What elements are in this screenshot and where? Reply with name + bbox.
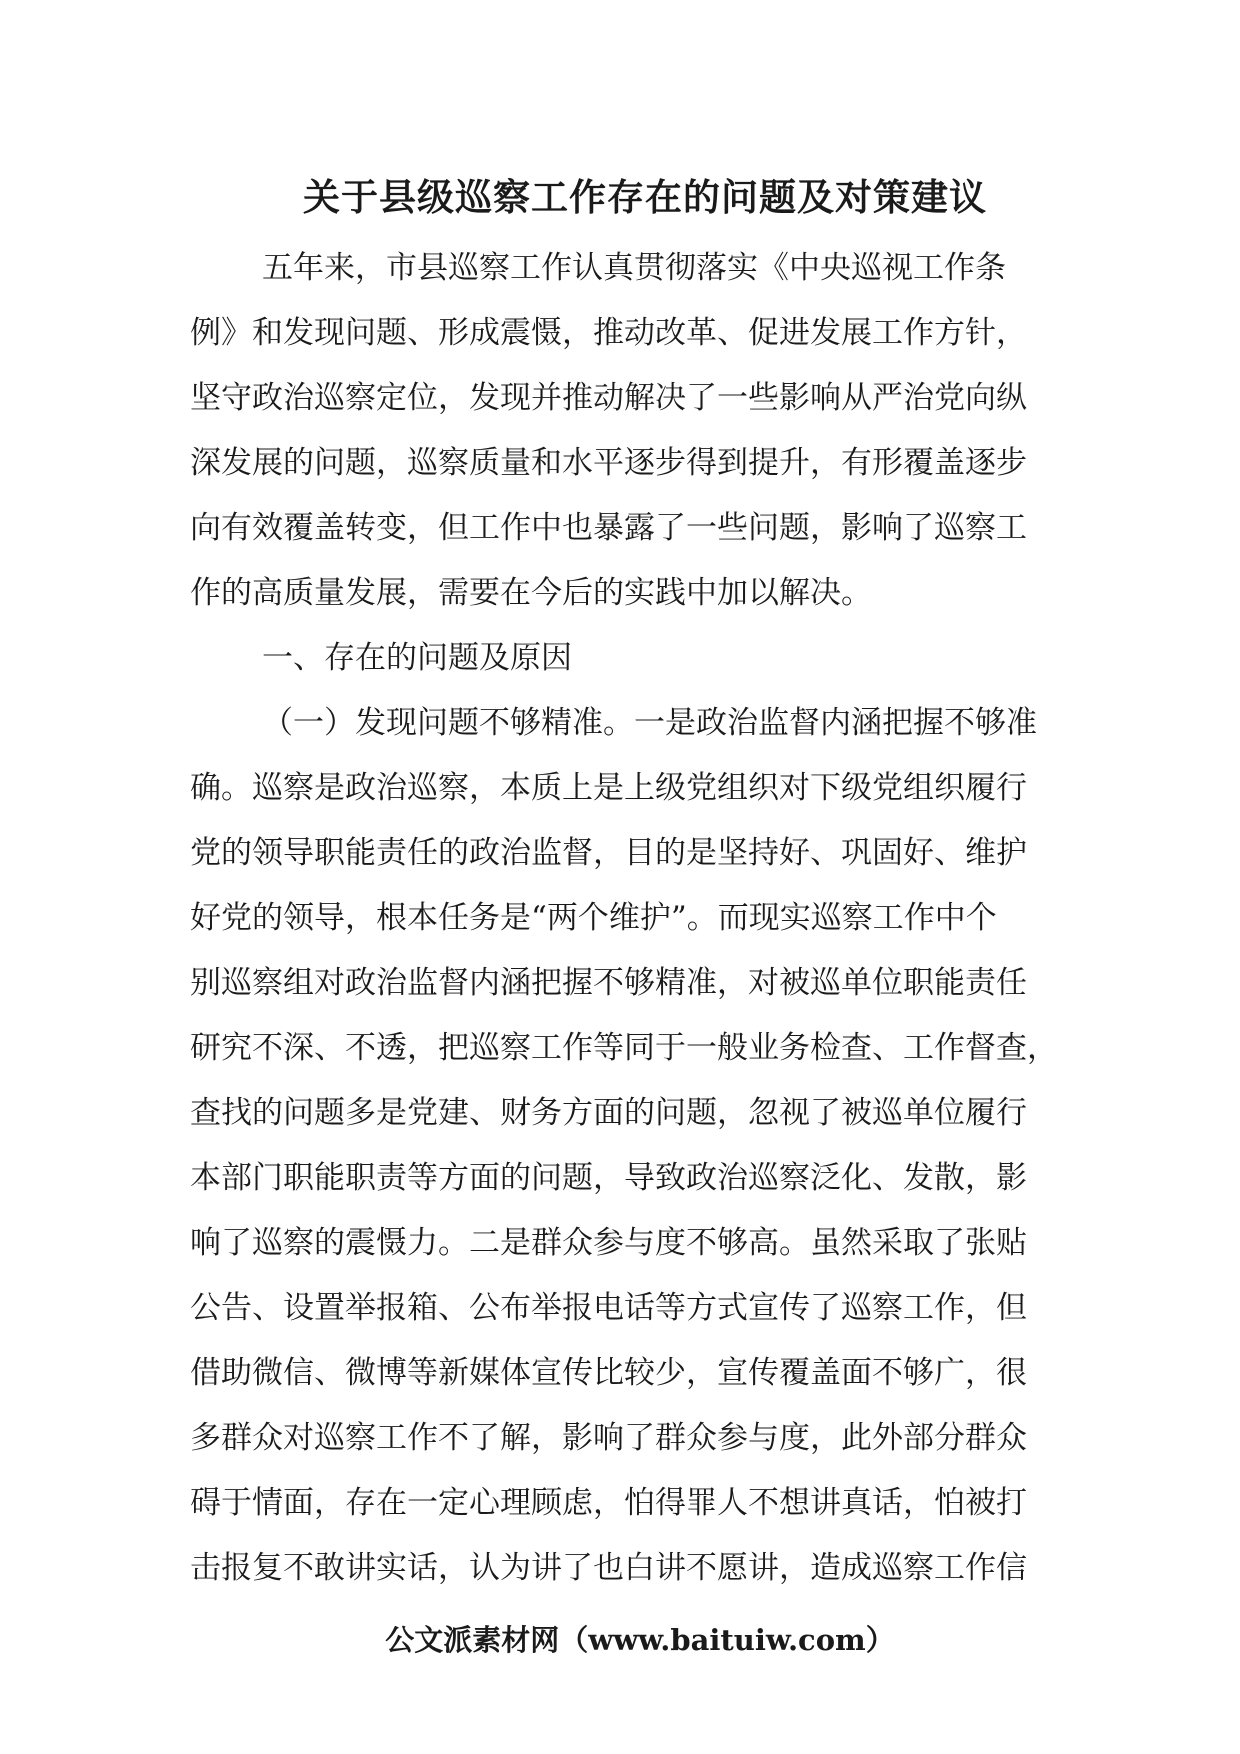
paragraph-line: 作的高质量发展，需要在今后的实践中加以解决。 [190,575,872,611]
paragraph-line: 公告、设置举报箱、公布举报电话等方式宣传了巡察工作，但 [190,1290,1027,1326]
paragraph-line: 查找的问题多是党建、财务方面的问题，忽视了被巡单位履行 [190,1095,1027,1131]
paragraph-line: 本部门职能职责等方面的问题，导致政治巡察泛化、发散，影 [190,1160,1027,1196]
paragraph-line: 例》和发现问题、形成震慑，推动改革、促进发展工作方针， [190,315,1027,351]
paragraph-line: 响了巡察的震慑力。二是群众参与度不够高。虽然采取了张贴 [190,1225,1027,1261]
paragraph-line: 党的领导职能责任的政治监督，目的是坚持好、巩固好、维护 [190,835,1027,871]
paragraph-line: 多群众对巡察工作不了解，影响了群众参与度，此外部分群众 [190,1420,1027,1456]
footer-watermark: 公文派素材网（www.baituiw.com） [385,1623,895,1657]
paragraph-line: 借助微信、微博等新媒体宣传比较少，宣传覆盖面不够广，很 [190,1355,1027,1391]
paragraph-line: 深发展的问题，巡察质量和水平逐步得到提升，有形覆盖逐步 [190,445,1027,481]
paragraph-line: （一）发现问题不够精准。一是政治监督内涵把握不够准 [262,705,1037,741]
paragraph-line: 击报复不敢讲实话，认为讲了也白讲不愿讲，造成巡察工作信 [190,1550,1027,1586]
paragraph-line: 碍于情面，存在一定心理顾虑，怕得罪人不想讲真话，怕被打 [190,1485,1027,1521]
section-heading: 一、存在的问题及原因 [262,640,572,676]
paragraph-line: 坚守政治巡察定位，发现并推动解决了一些影响从严治党向纵 [190,380,1027,416]
paragraph-line: 研究不深、不透，把巡察工作等同于一般业务检查、工作督查， [190,1030,1058,1066]
paragraph-line: 别巡察组对政治监督内涵把握不够精准，对被巡单位职能责任 [190,965,1027,1001]
paragraph-line: 好党的领导，根本任务是“两个维护”。而现实巡察工作中个 [190,900,997,936]
paragraph-line: 确。巡察是政治巡察，本质上是上级党组织对下级党组织履行 [190,770,1027,806]
paragraph-line: 向有效覆盖转变，但工作中也暴露了一些问题，影响了巡察工 [190,510,1027,546]
document-title: 关于县级巡察工作存在的问题及对策建议 [303,175,987,219]
paragraph-line: 五年来，市县巡察工作认真贯彻落实《中央巡视工作条 [262,250,1006,286]
